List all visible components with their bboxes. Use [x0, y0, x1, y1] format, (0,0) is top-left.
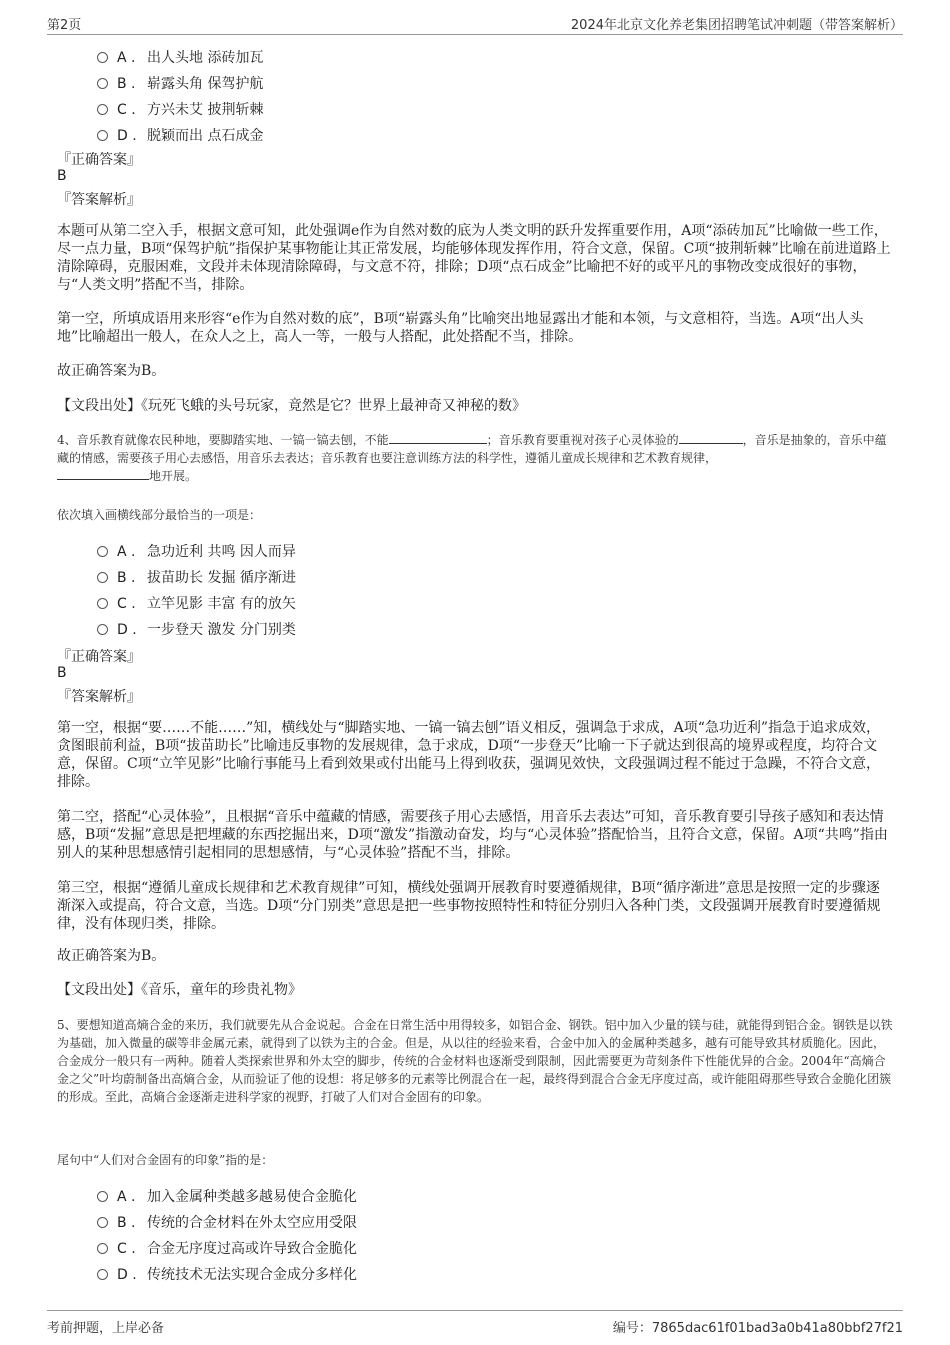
radio-icon[interactable]	[97, 1269, 108, 1280]
radio-icon[interactable]	[97, 130, 108, 141]
q3-answer: B	[57, 168, 67, 184]
q5-option-a[interactable]: A . 加入金属种类越多越易使合金脆化	[97, 1186, 357, 1206]
radio-icon[interactable]	[97, 1191, 108, 1202]
radio-icon[interactable]	[97, 546, 108, 557]
q3-option-b[interactable]: B . 崭露头角 保驾护航	[97, 73, 263, 93]
q4-analysis-p4: 故正确答案为B。	[57, 948, 166, 964]
q3-analysis-p3: 故正确答案为B。	[57, 363, 166, 379]
blank-line	[389, 431, 487, 444]
radio-icon[interactable]	[97, 52, 108, 63]
q5-prompt: 尾句中“人们对合金固有的印象”指的是：	[57, 1153, 274, 1167]
radio-icon[interactable]	[97, 104, 108, 115]
q5-option-b[interactable]: B . 传统的合金材料在外太空应用受限	[97, 1212, 357, 1232]
q4-option-b[interactable]: B . 拔苗助长 发掘 循序渐进	[97, 567, 296, 587]
radio-icon[interactable]	[97, 1243, 108, 1254]
page-footer	[47, 1310, 903, 1337]
blank-line	[57, 467, 149, 480]
q4-analysis-p2: 第二空，搭配“心灵体验”，且根据“音乐中蕴藏的情感，需要孩子用心去感悟，用音乐去表达”可知，音乐教育要引导孩子感知和表达情感，B项“发掘”意思是把埋藏的东西挖掘出来，D项“激发”指激动奋发，均与“心灵体验”搭配恰当，且符合文意，保留。A项“共鸣”指由别人的某种思想感情引起相同的思想感情，与“心灵体验”搭配不当，排除。	[57, 809, 888, 861]
radio-icon[interactable]	[97, 624, 108, 635]
q4-option-c[interactable]: C . 立竿见影 丰富 有的放矢	[97, 593, 296, 613]
footer-slogan: 考前押题，上岸必备	[47, 1321, 165, 1336]
q4-option-a[interactable]: A . 急功近利 共鸣 因人而异	[97, 541, 296, 561]
q3-analysis-label: 『答案解析』	[57, 192, 141, 208]
document-id: 编号：7865dac61f01bad3a0b41a80bbf27f21	[612, 1321, 903, 1336]
q5-option-d[interactable]: D . 传统技术无法实现合金成分多样化	[97, 1264, 357, 1284]
q4-analysis-label: 『答案解析』	[57, 689, 141, 705]
page-number: 第2页	[47, 18, 82, 33]
q4-option-d[interactable]: D . 一步登天 激发 分门别类	[97, 619, 296, 639]
radio-icon[interactable]	[97, 572, 108, 583]
q4-stem: 4、音乐教育就像农民种地，要脚踏实地、一镐一镐去刨，不能 ；音乐教育要重视对孩子心灵体验的 ，音乐是抽象的，音乐中蕴藏的情感，需要孩子用心去感悟，用音乐去表达；音乐教育也要注意训练方法的科学性，遵循儿童成长规律和艺术教育规律， 地开展。	[57, 433, 887, 483]
q3-analysis-p1: 本题可从第二空入手，根据文意可知，此处强调e作为自然对数的底为人类文明的跃升发挥重要作用，A项“添砖加瓦”比喻做一些工作，尽一点力量，B项“保驾护航”指保护某事物能让其正常发展，均能够体现发挥作用，符合文意，保留。C项“披荆斩棘”比喻在前进道路上清除障碍，克服困难，文段并未体现清除障碍，与文意不符，排除；D项“点石成金”比喻把不好的或平凡的事物改变成很好的事物，与“人类文明”搭配不当，排除。	[57, 223, 891, 293]
radio-icon[interactable]	[97, 78, 108, 89]
q4-analysis-p3: 第三空，根据“遵循儿童成长规律和艺术教育规律”可知，横线处强调开展教育时要遵循规律，B项“循序渐进”意思是按照一定的步骤逐渐深入或提高，符合文意，当选。D项“分门别类”意思是把一些事物按照特性和特征分别归入各种门类，文段强调开展教育时要遵循规律，没有体现归类，排除。	[57, 880, 881, 932]
q3-analysis-p2: 第一空，所填成语用来形容“e作为自然对数的底”，B项“崭露头角”比喻突出地显露出才能和本领，与文意相符，当选。A项“出人头地”比喻超出一般人，在众人之上，高人一等，一般与人搭配，此处搭配不当，排除。	[57, 311, 864, 345]
q4-answer-label: 『正确答案』	[57, 649, 141, 665]
q3-option-d[interactable]: D . 脱颖而出 点石成金	[97, 125, 263, 145]
q4-analysis-p1: 第一空，根据“要……不能……”知，横线处与“脚踏实地、一镐一镐去刨”语义相反，强调急于求成，A项“急功近利”指急于追求成效，贪图眼前利益，B项“拔苗助长”比喻违反事物的发展规律，急于求成，D项“一步登天”比喻一下子就达到很高的境界或程度，均符合文意，保留。C项“立竿见影”比喻行事能马上看到效果或付出能马上得到收获，强调见效快，文段强调过程不能过于急躁，不符合文意，排除。	[57, 720, 881, 790]
q5-stem: 5、要想知道高熵合金的来历，我们就要先从合金说起。合金在日常生活中用得较多，如铝合金、钢铁。铝中加入少量的镁与硅，就能得到铝合金。钢铁是以铁为基础，加入微量的碳等非金属元素，就得到了以铁为主的合金。但是，从以往的经验来看，合金中加入的金属种类越多，越有可能导致其材质脆化。因此，合金成分一般只有一两种。随着人类探索世界和外太空的脚步，传统的合金材料也逐渐受到限制，因此需要更为苛刻条件下性能优异的合金。2004年“高熵合金之父”叶均蔚制备出高熵合金，从而验证了他的设想：将足够多的元素等比例混合在一起，最终得到混合合金无序度过高，或许能阻碍那些导致合金脆化团簇的形成。至此，高熵合金逐渐走进科学家的视野，打破了人们对合金固有的印象。	[57, 1018, 893, 1104]
q3-answer-label: 『正确答案』	[57, 152, 141, 168]
q4-prompt: 依次填入画横线部分最恰当的一项是：	[57, 508, 262, 522]
q4-answer: B	[57, 665, 67, 681]
q4-source: 【文段出处】《音乐，童年的珍贵礼物》	[57, 982, 302, 998]
q5-option-c[interactable]: C . 合金无序度过高或许导致合金脆化	[97, 1238, 357, 1258]
document-title: 2024年北京文化养老集团招聘笔试冲刺题（带答案解析）	[570, 18, 903, 33]
q3-option-c[interactable]: C . 方兴未艾 披荆斩棘	[97, 99, 263, 119]
q3-option-a[interactable]: A . 出人头地 添砖加瓦	[97, 47, 263, 67]
blank-line	[679, 431, 743, 444]
radio-icon[interactable]	[97, 598, 108, 609]
radio-icon[interactable]	[97, 1217, 108, 1228]
page-header	[47, 12, 903, 35]
q3-source: 【文段出处】《玩死飞蛾的头号玩家，竟然是它？世界上最神奇又神秘的数》	[57, 398, 526, 414]
